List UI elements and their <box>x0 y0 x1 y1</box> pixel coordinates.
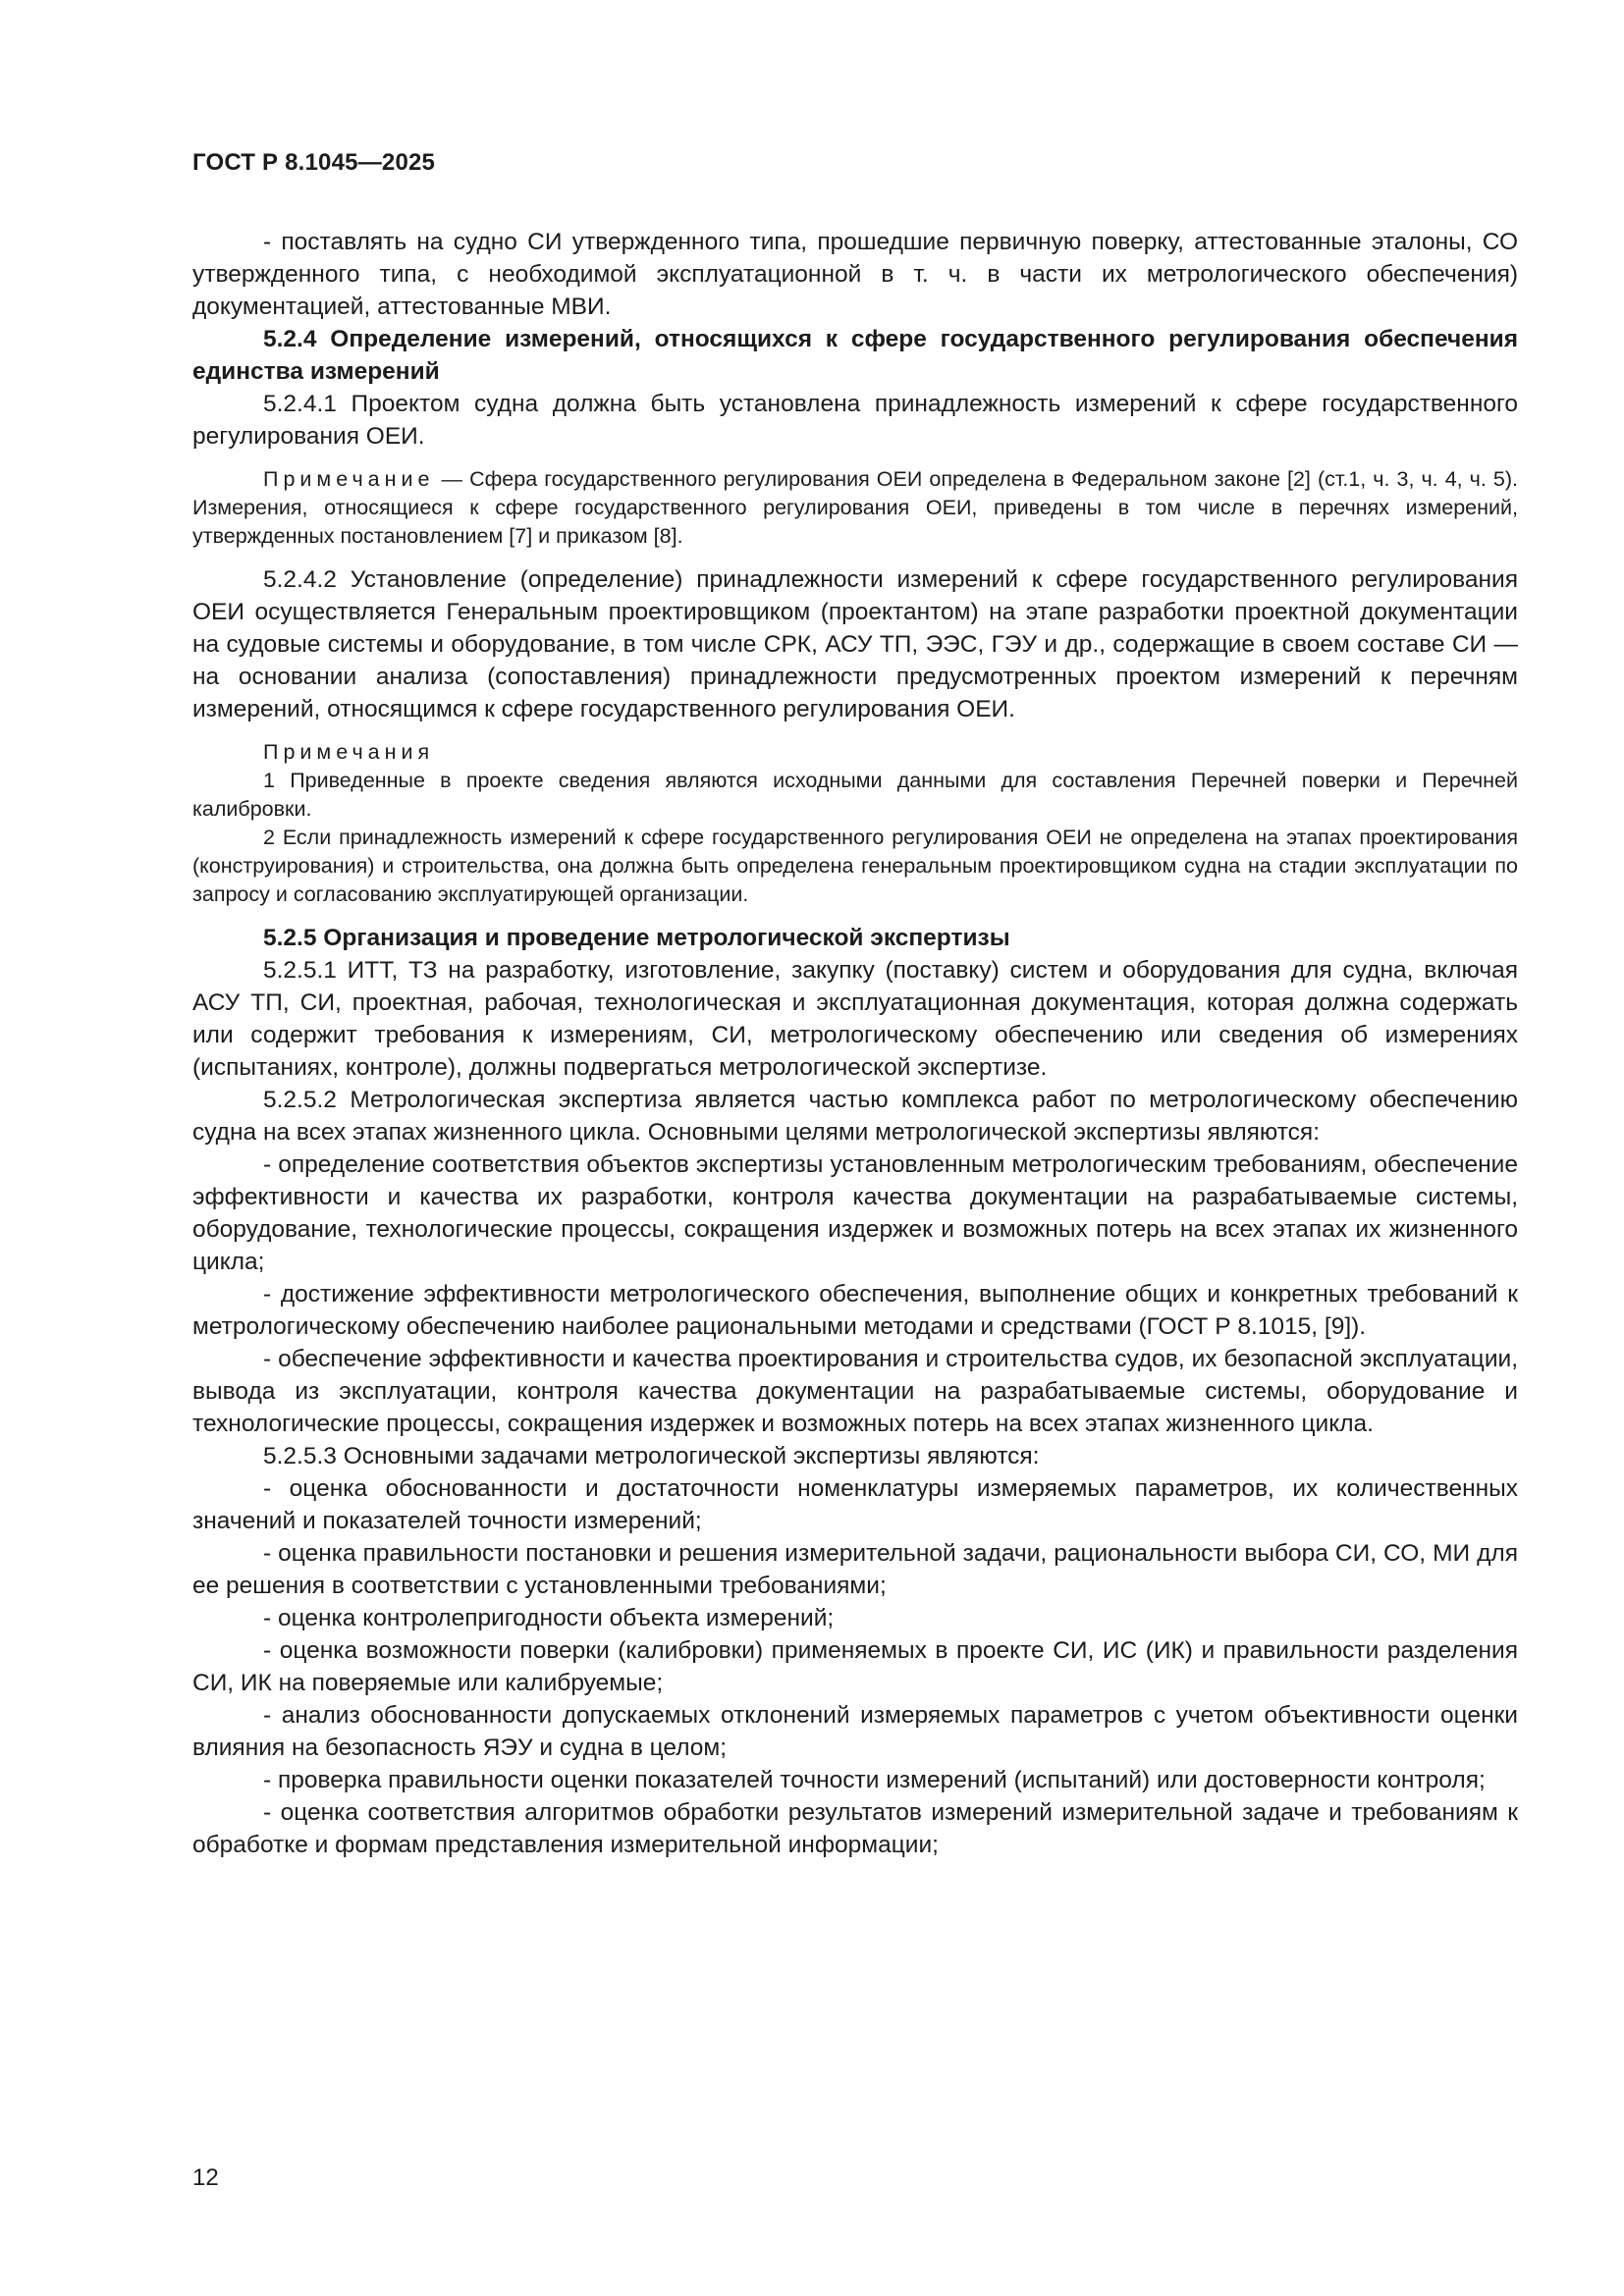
list-item: - достижение эффективности метрологического обеспечения, выполнение общих и конкретных требований к метрологическому обеспечению наиболее рациональными методами и средствами (ГОСТ Р 8.1015, [9]). <box>192 1281 1518 1340</box>
list-item: - анализ обоснованности допускаемых отклонений измеряемых параметров с учетом объективности оценки влияния на безопасность ЯЭУ и судна в целом; <box>192 1702 1518 1761</box>
note <box>192 465 1518 551</box>
note-item: 1 Приведенные в проекте сведения являются исходными данными для составления Перечней поверки и Перечней калибровки. <box>192 769 1518 821</box>
notes <box>192 738 1518 909</box>
paragraph: 5.2.4.2 Установление (определение) принадлежности измерений к сфере государственного регулирования ОЕИ осуществляется Генеральным проектировщиком (проектантом) на этапе разработки проектной документации на судовые системы и оборудование, в том числе СРК, АСУ ТП, ЭЭС, ГЭУ и др., содержащие в своем составе СИ — на основании анализа (сопоставления) принадлежности предусмотренных проектом измерений к перечням измерений, относящимся к сфере государственного регулирования ОЕИ. <box>192 566 1518 722</box>
section-heading: 5.2.5 Организация и проведение метрологической экспертизы <box>263 925 1010 951</box>
list-item: - проверка правильности оценки показателей точности измерений (испытаний) или достоверности контроля; <box>263 1767 1486 1793</box>
paragraph: 5.2.5.1 ИТТ, ТЗ на разработку, изготовление, закупку (поставку) систем и оборудования для судна, включая АСУ ТП, СИ, проектная, рабочая, технологическая и эксплуатационная документация, которая должна содержать или содержит требования к измерениям, СИ, метрологическому обеспечению или сведения об измерениях (испытаниях, контроле), должны подвергаться метрологической экспертизе. <box>192 957 1518 1081</box>
note-label: Примечание <box>263 467 435 491</box>
document-header: ГОСТ Р 8.1045—2025 <box>192 149 436 176</box>
list-item: - определение соответствия объектов экспертизы установленным метрологическим требованиям, обеспечение эффективности и качества их разработки, контроля качества документации на разрабатываемые системы, оборудование, технологические процессы, сокращения издержек и возможных потерь на всех этапах их жизненного цикла; <box>192 1151 1518 1275</box>
section-heading: 5.2.4 Определение измерений, относящихся к сфере государственного регулирования обеспечения единства измерений <box>192 326 1518 385</box>
paragraph: 5.2.5.2 Метрологическая экспертиза является частью комплекса работ по метрологическому обеспечению судна на всех этапах жизненного цикла. Основными целями метрологической экспертизы являются: <box>192 1087 1518 1146</box>
paragraph: 5.2.4.1 Проектом судна должна быть установлена принадлежность измерений к сфере государственного регулирования ОЕИ. <box>192 391 1518 450</box>
page-number: 12 <box>192 2164 219 2191</box>
paragraph: - поставлять на судно СИ утвержденного типа, прошедшие первичную поверку, аттестованные эталоны, СО утвержденного типа, с необходимой эксплуатационной в т. ч. в части их метрологического обеспечения) документацией, аттестованные МВИ. <box>192 229 1518 320</box>
document-body <box>192 226 1518 1861</box>
list-item: - оценка соответствия алгоритмов обработки результатов измерений измерительной задаче и требованиям к обработке и формам представления измерительной информации; <box>192 1799 1518 1858</box>
list-item: - оценка обоснованности и достаточности номенклатуры измеряемых параметров, их количественных значений и показателей точности измерений; <box>192 1475 1518 1534</box>
paragraph: 5.2.5.3 Основными задачами метрологической экспертизы являются: <box>263 1443 1040 1469</box>
list-item: - оценка правильности постановки и решения измерительной задачи, рациональности выбора СИ, СО, МИ для ее решения в соответствии с установленными требованиями; <box>192 1540 1518 1599</box>
list-item: - обеспечение эффективности и качества проектирования и строительства судов, их безопасной эксплуатации, вывода из эксплуатации, контроля качества документации на разрабатываемые системы, оборудование и технологические процессы, сокращения издержек и возможных потерь на всех этапах жизненного цикла. <box>192 1346 1518 1437</box>
list-item: - оценка возможности поверки (калибровки) применяемых в проекте СИ, ИС (ИК) и правильности разделения СИ, ИК на поверяемые или калибруемые; <box>192 1637 1518 1696</box>
list-item: - оценка контролепригодности объекта измерений; <box>263 1605 835 1631</box>
note-text: — Сфера государственного регулирования ОЕИ определена в Федеральном законе [2] (ст.1, ч. 3, ч. 4, ч. 5). Измерения, относящиеся к сфере государственного регулирования ОЕИ, приведены в том числе в перечнях измерений, утвержденных постановлением [7] и приказом [8]. <box>192 467 1518 548</box>
notes-label: Примечания <box>263 740 435 764</box>
note-item: 2 Если принадлежность измерений к сфере государственного регулирования ОЕИ не определена на этапах проектирования (конструирования) и строительства, она должна быть определена генеральным проектировщиком судна на стадии эксплуатации по запросу и согласованию эксплуатирующей организации. <box>192 826 1518 906</box>
